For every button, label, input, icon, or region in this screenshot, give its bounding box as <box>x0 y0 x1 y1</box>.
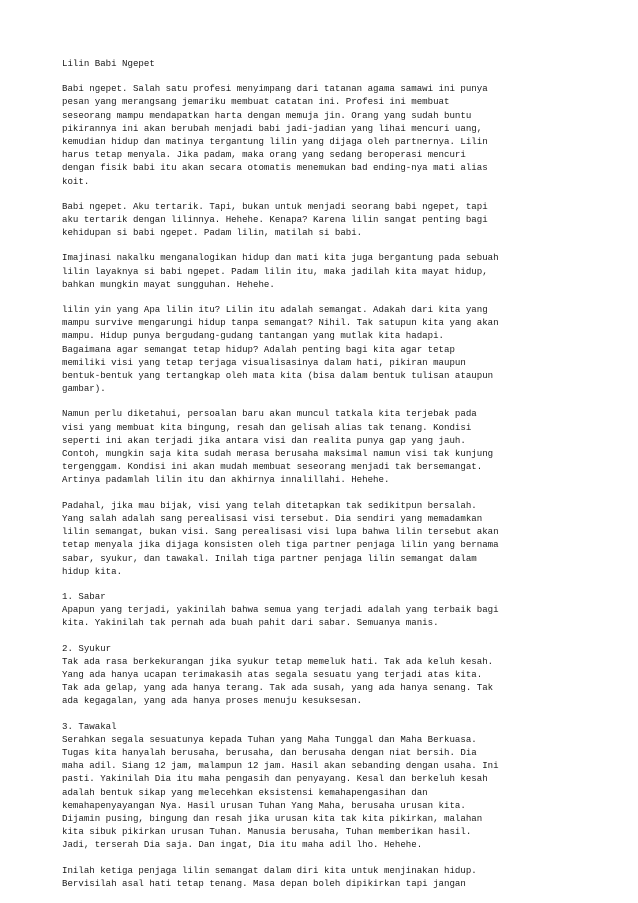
paragraph <box>62 407 584 486</box>
text-line: Inilah ketiga penjaga lilin semangat dalam diri kita untuk menjinakan hidup. <box>62 864 477 876</box>
paragraph <box>62 82 584 188</box>
text-line: kemudian hidup dan matinya tergantung lilin yang dijaga oleh partnernya. Lilin <box>62 136 488 148</box>
text-line: pesan yang merangsang jemariku membuat catatan ini. Profesi ini membuat <box>62 96 450 108</box>
text-line: Padahal, jika mau bijak, visi yang telah ditetapkan tak sedikitpun bersalah. <box>62 499 477 511</box>
section-paragraph <box>62 720 584 852</box>
text-line: adalah bentuk sikap yang melecehkan eksistensi kemahapengasihan dan <box>62 786 428 798</box>
text-line: Tugas kita hanyalah berusaha, berusaha, dan berusaha dengan niat bersih. Dia <box>62 746 477 758</box>
text-line: pikirannya ini akan berubah menjadi babi jadi-jadian yang lihai mencuri uang, <box>62 122 483 134</box>
paragraph <box>62 864 584 890</box>
paragraph <box>62 251 584 291</box>
text-line: Yang ada hanya ucapan terimakasih atas segala sesuatu yang terjadi atas kita. <box>62 668 483 680</box>
text-line: Tak ada rasa berkekurangan jika syukur tetap memeluk hati. Tak ada keluh kesah. <box>62 655 494 667</box>
text-line: gambar). <box>62 383 106 395</box>
text-line: lilin layaknya si babi ngepet. Padam lilin itu, maka jadilah kita mayat hidup, <box>62 265 488 277</box>
text-line: visi yang membuat kita bingung, resah dan gelisah alias tak tenang. Kondisi <box>62 421 472 433</box>
text-line: koit. <box>62 175 90 187</box>
text-line: Babi ngepet. Aku tertarik. Tapi, bukan untuk menjadi seorang babi ngepet, tapi <box>62 200 488 212</box>
text-line: bahkan mungkin mayat sungguhan. Hehehe. <box>62 278 275 290</box>
document-page <box>62 57 584 902</box>
section-heading: 3. Tawakal <box>62 720 117 732</box>
text-line: Tak ada gelap, yang ada hanya terang. Tak ada susah, yang ada hanya senang. Tak <box>62 682 494 694</box>
text-line: tergenggam. Kondisi ini akan mudah membuat seseorang menjadi tak bersemangat. <box>62 461 483 473</box>
text-line: Namun perlu diketahui, persoalan baru akan muncul tatkala kita terjebak pada <box>62 408 477 420</box>
text-line: pasti. Yakinilah Dia itu maha pengasih dan penyayang. Kesal dan berkeluh kesah <box>62 773 488 785</box>
text-line: ada kegagalan, yang ada hanya proses menuju kesuksesan. <box>62 695 363 707</box>
text-line: maha adil. Siang 12 jam, malampun 12 jam. Hasil akan sebanding dengan usaha. Ini <box>62 760 499 772</box>
section-paragraph <box>62 642 584 708</box>
text-line: aku tertarik dengan lilinnya. Hehehe. Kenapa? Karena lilin sangat penting bagi <box>62 214 488 226</box>
text-line: Jadi, terserah Dia saja. Dan ingat, Dia itu maha adil lho. Hehehe. <box>62 839 423 851</box>
section-paragraph <box>62 590 584 630</box>
text-line: Yang salah adalah sang perealisasi visi tersebut. Dia sendiri yang memadamkan <box>62 512 483 524</box>
text-line: Dijamin pusing, bingung dan resah jika urusan kita tak kita pikirkan, malahan <box>62 812 483 824</box>
text-line: sabar, syukur, dan tawakal. Inilah tiga partner penjaga lilin semangat dalam <box>62 552 477 564</box>
text-line: memiliki visi yang tetap terjaga visualisasinya dalam hati, pikiran maupun <box>62 356 466 368</box>
document-title: Lilin Babi Ngepet <box>62 58 155 69</box>
paragraph <box>62 200 584 240</box>
text-line: kehidupan si babi ngepet. Padam lilin, matilah si babi. <box>62 227 363 239</box>
text-line: Bagaimana agar semangat tetap hidup? Adalah penting bagi kita agar tetap <box>62 343 455 355</box>
text-line: kita sibuk pikirkan urusan Tuhan. Manusia berusaha, Tuhan memberikan hasil. <box>62 826 472 838</box>
text-line: Bervisilah asal hati tetap tenang. Masa depan boleh dipikirkan tapi jangan <box>62 877 466 889</box>
text-line: lilin yin yang Apa lilin itu? Lilin itu adalah semangat. Adakah dari kita yang <box>62 304 488 316</box>
text-line: tetap menyala jika dijaga konsisten oleh tiga partner penjaga lilin yang bernama <box>62 539 499 551</box>
text-line: harus tetap menyala. Jika padam, maka orang yang sedang beroperasi mencuri <box>62 149 466 161</box>
section-heading: 2. Syukur <box>62 642 112 654</box>
text-line: hidup kita. <box>62 565 123 577</box>
text-line: lilin semangat, bukan visi. Sang perealisasi visi lupa bahwa lilin tersebut akan <box>62 526 499 538</box>
text-line: mampu survive mengarungi hidup tanpa semangat? Nihil. Tak satupun kita yang akan <box>62 317 499 329</box>
text-line: seperti ini akan terjadi jika antara visi dan realita punya gap yang jauh. <box>62 434 466 446</box>
text-line: Artinya padamlah lilin itu dan akhirnya innalillahi. Hehehe. <box>62 474 390 486</box>
document-body <box>62 82 584 890</box>
text-line: seseorang mampu mendapatkan harta dengan memuja jin. Orang yang sudah buntu <box>62 109 472 121</box>
paragraph <box>62 303 584 395</box>
text-line: Contoh, mungkin saja kita sudah merasa berusaha maksimal namun visi tak kunjung <box>62 448 494 460</box>
text-line: kita. Yakinilah tak pernah ada buah pahit dari sabar. Semuanya manis. <box>62 617 439 629</box>
section-heading: 1. Sabar <box>62 590 106 602</box>
text-line: Serahkan segala sesuatunya kepada Tuhan yang Maha Tunggal dan Maha Berkuasa. <box>62 733 477 745</box>
text-line: mampu. Hidup punya bergudang-gudang tantangan yang mutlak kita hadapi. <box>62 330 444 342</box>
text-line: dengan fisik babi itu akan secara otomatis menemukan bad ending-nya mati alias <box>62 162 488 174</box>
text-line: bentuk-bentuk yang tertangkap oleh mata kita (bisa dalam bentuk tulisan ataupun <box>62 370 494 382</box>
text-line: Imajinasi nakalku menganalogikan hidup dan mati kita juga bergantung pada sebuah <box>62 252 499 264</box>
text-line: kemahapenyayangan Nya. Hasil urusan Tuhan Yang Maha, berusaha urusan kita. <box>62 799 466 811</box>
paragraph <box>62 499 584 578</box>
text-line: Apapun yang terjadi, yakinilah bahwa semua yang terjadi adalah yang terbaik bagi <box>62 604 499 616</box>
text-line: Babi ngepet. Salah satu profesi menyimpang dari tatanan agama samawi ini punya <box>62 83 488 95</box>
